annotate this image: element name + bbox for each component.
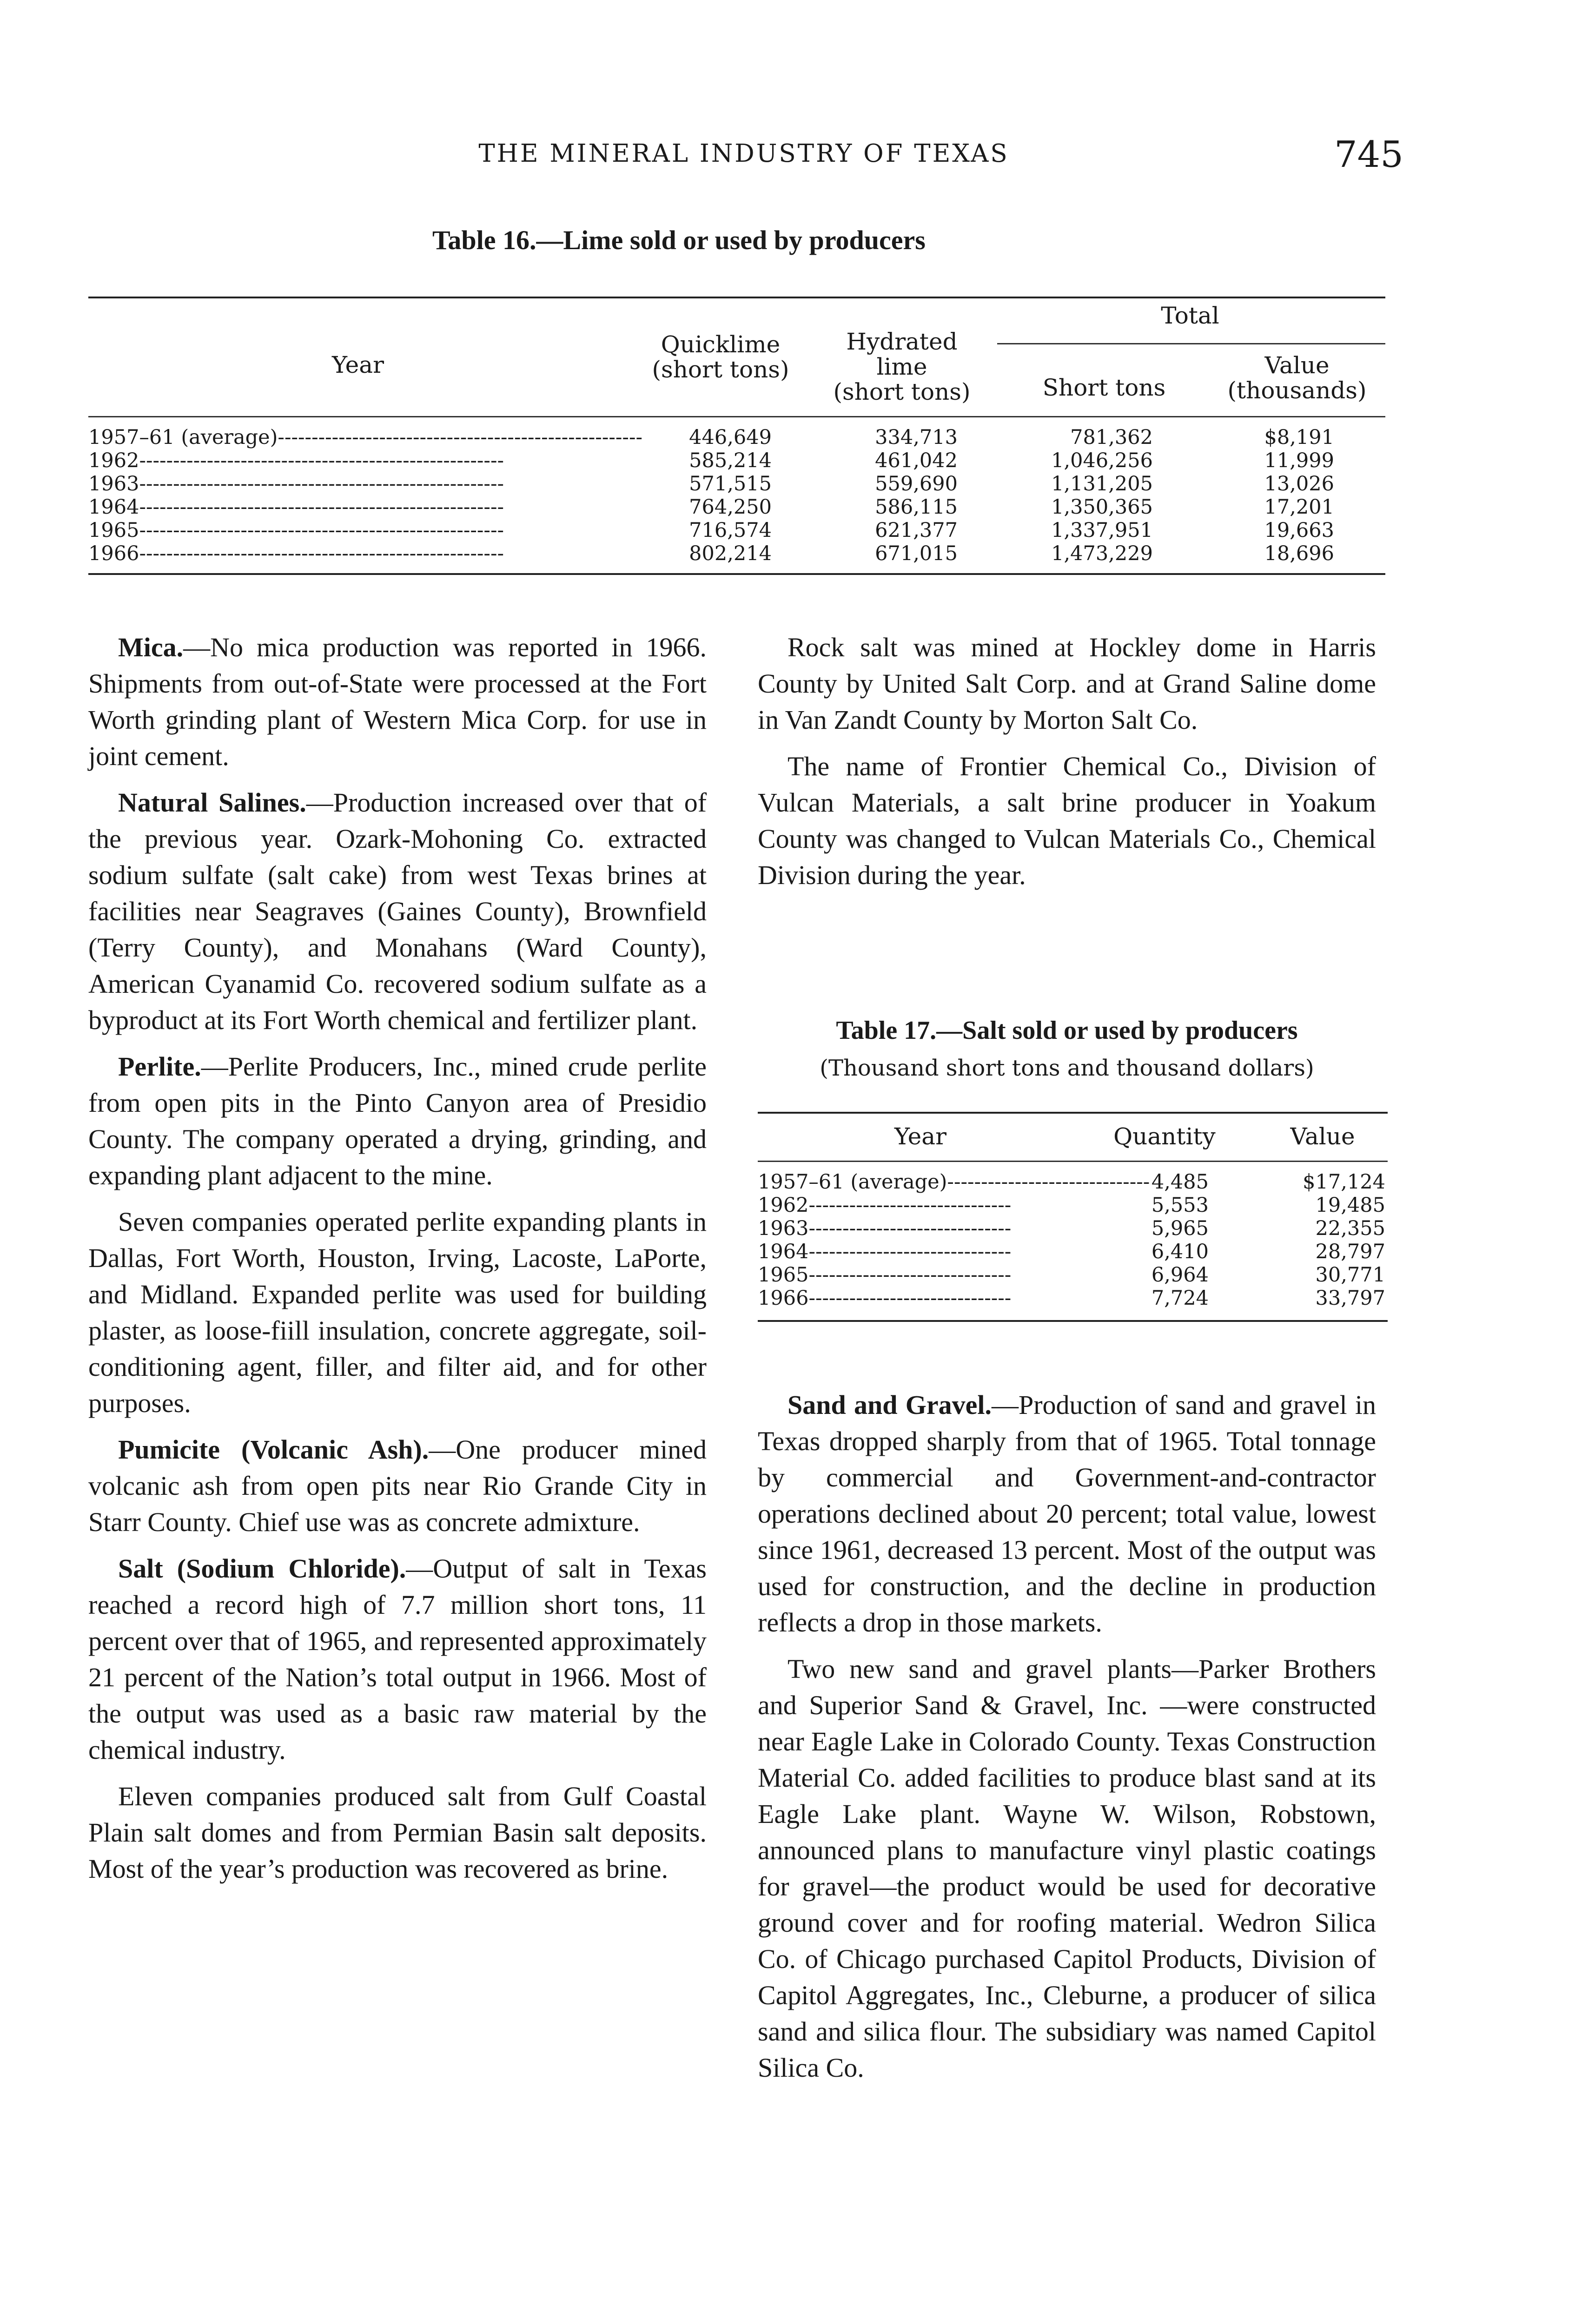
table-16-header-quicklime (623, 332, 818, 382)
header-line: (short tons) (833, 378, 971, 405)
value-cell: 17,201 (1264, 495, 1334, 519)
value-cell: $17,124 (1303, 1170, 1385, 1194)
quantity-cell: 4,485 (1151, 1170, 1209, 1194)
quicklime-cell: 571,515 (689, 472, 772, 495)
hydrated-cell: 586,115 (875, 495, 958, 519)
year-label: 1964 (758, 1240, 809, 1263)
hydrated-cell: 559,690 (875, 472, 958, 495)
header-line: (short tons) (652, 356, 789, 383)
left-text-column (88, 629, 707, 1897)
quicklime-cell: 446,649 (689, 426, 772, 449)
paragraph-text: —Production of sand and gravel in Texas dropped sharply from that of 1965. Total tonnage by commercial and Government-and-contractor operations declined about 20 percent; total value, lowest since 1961, decreased 13 percent. Most of the output was used for construction, and the decline in production reflects a drop in those markets. (758, 1390, 1376, 1637)
year-label: 1957–61 (average) (758, 1170, 947, 1194)
paragraph-frontier-chemical: The name of Frontier Chemical Co., Division of Vulcan Materials, a salt brine producer in Yoakum County was changed to Vulcan Materials Co., Chemical Division during the year. (758, 751, 1376, 890)
table-16-bottom-rule (88, 573, 1385, 575)
year-cell: 1963------------------------------------------------------ (88, 472, 504, 495)
year-cell: 1965------------------------------------------------------ (88, 519, 504, 542)
table-16-header-short-tons: Short tons (1042, 374, 1166, 401)
year-cell: 1957–61 (average)------------------------------------------------------ (88, 426, 643, 449)
quicklime-cell: 802,214 (689, 542, 772, 565)
hydrated-cell: 621,377 (875, 519, 958, 542)
right-text-column-bottom (758, 1387, 1376, 2096)
year-cell: 1963------------------------------ (758, 1217, 1012, 1240)
paragraph-pumicite (88, 1432, 707, 1540)
year-label: 1966 (88, 542, 139, 565)
year-label: 1957–61 (average) (88, 426, 278, 449)
table-17-subtitle: (Thousand short tons and thousand dollars) (820, 1055, 1314, 1081)
section-heading: Natural Salines. (118, 787, 306, 818)
quantity-cell: 6,964 (1151, 1263, 1209, 1287)
table-16-header-value (1204, 353, 1390, 403)
hydrated-cell: 671,015 (875, 542, 958, 565)
short-tons-cell: 1,350,365 (1051, 495, 1153, 519)
value-cell: 13,026 (1264, 472, 1334, 495)
table-16-header-rule (88, 416, 1385, 417)
quantity-cell: 7,724 (1151, 1287, 1209, 1310)
running-head: THE MINERAL INDUSTRY OF TEXAS (478, 139, 1009, 168)
value-cell: 22,355 (1315, 1217, 1385, 1240)
value-cell: 18,696 (1264, 542, 1334, 565)
value-cell: 33,797 (1315, 1287, 1385, 1310)
value-cell: 19,485 (1315, 1194, 1385, 1217)
section-heading: Mica. (118, 632, 184, 662)
year-cell: 1965------------------------------ (758, 1263, 1012, 1287)
value-cell: 19,663 (1264, 519, 1334, 542)
table-17-bottom-rule (758, 1320, 1388, 1322)
table-17-header-rule (758, 1161, 1388, 1162)
paragraph-sand-gravel (758, 1387, 1376, 1641)
table-16-top-rule (88, 297, 1385, 298)
value-cell: 30,771 (1315, 1263, 1385, 1287)
paragraph-perlite-plants: Seven companies operated perlite expanding plants in Dallas, Fort Worth, Houston, Irving, Lacoste, LaPorte, and Midland. Expanded perlite was used for building plaster, as loose-fiill insulation, concrete aggregate, soil-conditioning agent, filler, and filter aid, and for other purposes. (88, 1207, 707, 1418)
table-17-header-year: Year (894, 1123, 946, 1150)
year-label: 1964 (88, 495, 139, 519)
header-line: (thousands) (1227, 377, 1367, 404)
paragraph-new-plants: Two new sand and gravel plants—Parker Brothers and Superior Sand & Gravel, Inc. —were constructed near Eagle Lake in Colorado County. Texas Construction Material Co. added facilities to produce blast sand at its Eagle Lake plant. Wayne W. Wilson, Robstown, announced plans to manufacture vinyl plastic coatings for gravel—the product would be used for decorative ground cover and for roofing material. Wedron Silica Co. of Chicago purchased Capitol Products, Division of Capitol Aggregates, Inc., Cleburne, a producer of silica sand and silica flour. The subsidiary was named Capitol Silica Co. (758, 1654, 1376, 2083)
paragraph-natural-salines (88, 785, 707, 1038)
table-16-header-total: Total (1161, 302, 1219, 329)
table-17-top-rule (758, 1112, 1388, 1114)
paragraph-rock-salt: Rock salt was mined at Hockley dome in Harris County by United Salt Corp. and at Grand Saline dome in Van Zandt County by Morton Salt Co. (758, 632, 1376, 735)
year-label: 1962 (88, 449, 139, 472)
year-label: 1962 (758, 1194, 809, 1217)
year-cell: 1966------------------------------ (758, 1287, 1012, 1310)
right-text-column-top (758, 629, 1376, 904)
paragraph-text: —Perlite Producers, Inc., mined crude perlite from open pits in the Pinto Canyon area of Presidio County. The company operated a drying, grinding, and expanding plant adjacent to the mine. (88, 1051, 707, 1190)
table-16-header-hydrated (809, 329, 995, 404)
paragraph-text: —Output of salt in Texas reached a record high of 7.7 million short tons, 11 percent over that of 1965, and represented approximately 21 percent of the Nation’s total output in 1966. Most of the output was used as a basic raw material by the chemical industry. (88, 1553, 707, 1765)
year-label: 1965 (88, 519, 139, 542)
hydrated-cell: 334,713 (875, 426, 958, 449)
year-label: 1965 (758, 1263, 809, 1287)
quicklime-cell: 585,214 (689, 449, 772, 472)
section-heading: Perlite. (118, 1051, 201, 1082)
paragraph-text: —No mica production was reported in 1966. Shipments from out-of-State were processed at the Fort Worth grinding plant of Western Mica Corp. for use in joint cement. (88, 632, 707, 771)
quantity-cell: 5,965 (1151, 1217, 1209, 1240)
short-tons-cell: 1,131,205 (1051, 472, 1153, 495)
short-tons-cell: 781,362 (1070, 426, 1153, 449)
table-16-title: Table 16.—Lime sold or used by producers (432, 225, 926, 255)
year-label: 1963 (758, 1217, 809, 1240)
header-line: lime (876, 353, 927, 380)
paragraph-salt (88, 1551, 707, 1768)
section-heading: Sand and Gravel. (788, 1390, 992, 1420)
quicklime-cell: 764,250 (689, 495, 772, 519)
value-cell: 28,797 (1315, 1240, 1385, 1263)
table-17-header-quantity: Quantity (1113, 1123, 1216, 1150)
year-cell: 1957–61 (average)------------------------------ (758, 1170, 1150, 1194)
value-cell: $8,191 (1264, 426, 1334, 449)
paragraph-text: —Production increased over that of the previous year. Ozark-Mohoning Co. extracted sodium sulfate (salt cake) from west Texas brines at facilities near Seagraves (Gaines County), Brownfield (Terry County), and Monahans (Ward County), American Cyanamid Co. recovered sodium sulfate as a byproduct at its Fort Worth chemical and fertilizer plant. (88, 787, 707, 1035)
paragraph-perlite (88, 1049, 707, 1194)
header-line: Quicklime (661, 331, 781, 358)
quicklime-cell: 716,574 (689, 519, 772, 542)
table-17-header-value: Value (1290, 1123, 1355, 1150)
table-16-total-rule (997, 343, 1385, 344)
paragraph-text: —One producer mined volcanic ash from open pits near Rio Grande City in Starr County. Chief use was as concrete admixture. (88, 1434, 707, 1537)
header-line: Value (1264, 352, 1330, 379)
year-cell: 1964------------------------------ (758, 1240, 1012, 1263)
year-cell: 1964------------------------------------------------------ (88, 495, 504, 519)
short-tons-cell: 1,337,951 (1051, 519, 1153, 542)
paragraph-salt-companies: Eleven companies produced salt from Gulf Coastal Plain salt domes and from Permian Basin salt deposits. Most of the year’s production was recovered as brine. (88, 1781, 707, 1884)
short-tons-cell: 1,046,256 (1051, 449, 1153, 472)
hydrated-cell: 461,042 (875, 449, 958, 472)
quantity-cell: 6,410 (1151, 1240, 1209, 1263)
paragraph-mica (88, 629, 707, 774)
page-number: 745 (1334, 134, 1403, 176)
header-line: Hydrated (846, 328, 958, 355)
short-tons-cell: 1,473,229 (1051, 542, 1153, 565)
year-cell: 1962------------------------------ (758, 1194, 1012, 1217)
year-label: 1966 (758, 1287, 809, 1310)
year-label: 1963 (88, 472, 139, 495)
year-cell: 1966------------------------------------------------------ (88, 542, 504, 565)
table-16-header-year: Year (332, 351, 384, 378)
quantity-cell: 5,553 (1151, 1194, 1209, 1217)
table-17-title: Table 17.—Salt sold or used by producers (836, 1016, 1298, 1045)
value-cell: 11,999 (1264, 449, 1334, 472)
section-heading: Pumicite (Volcanic Ash). (118, 1434, 429, 1465)
year-cell: 1962------------------------------------------------------ (88, 449, 504, 472)
section-heading: Salt (Sodium Chloride). (118, 1553, 406, 1584)
